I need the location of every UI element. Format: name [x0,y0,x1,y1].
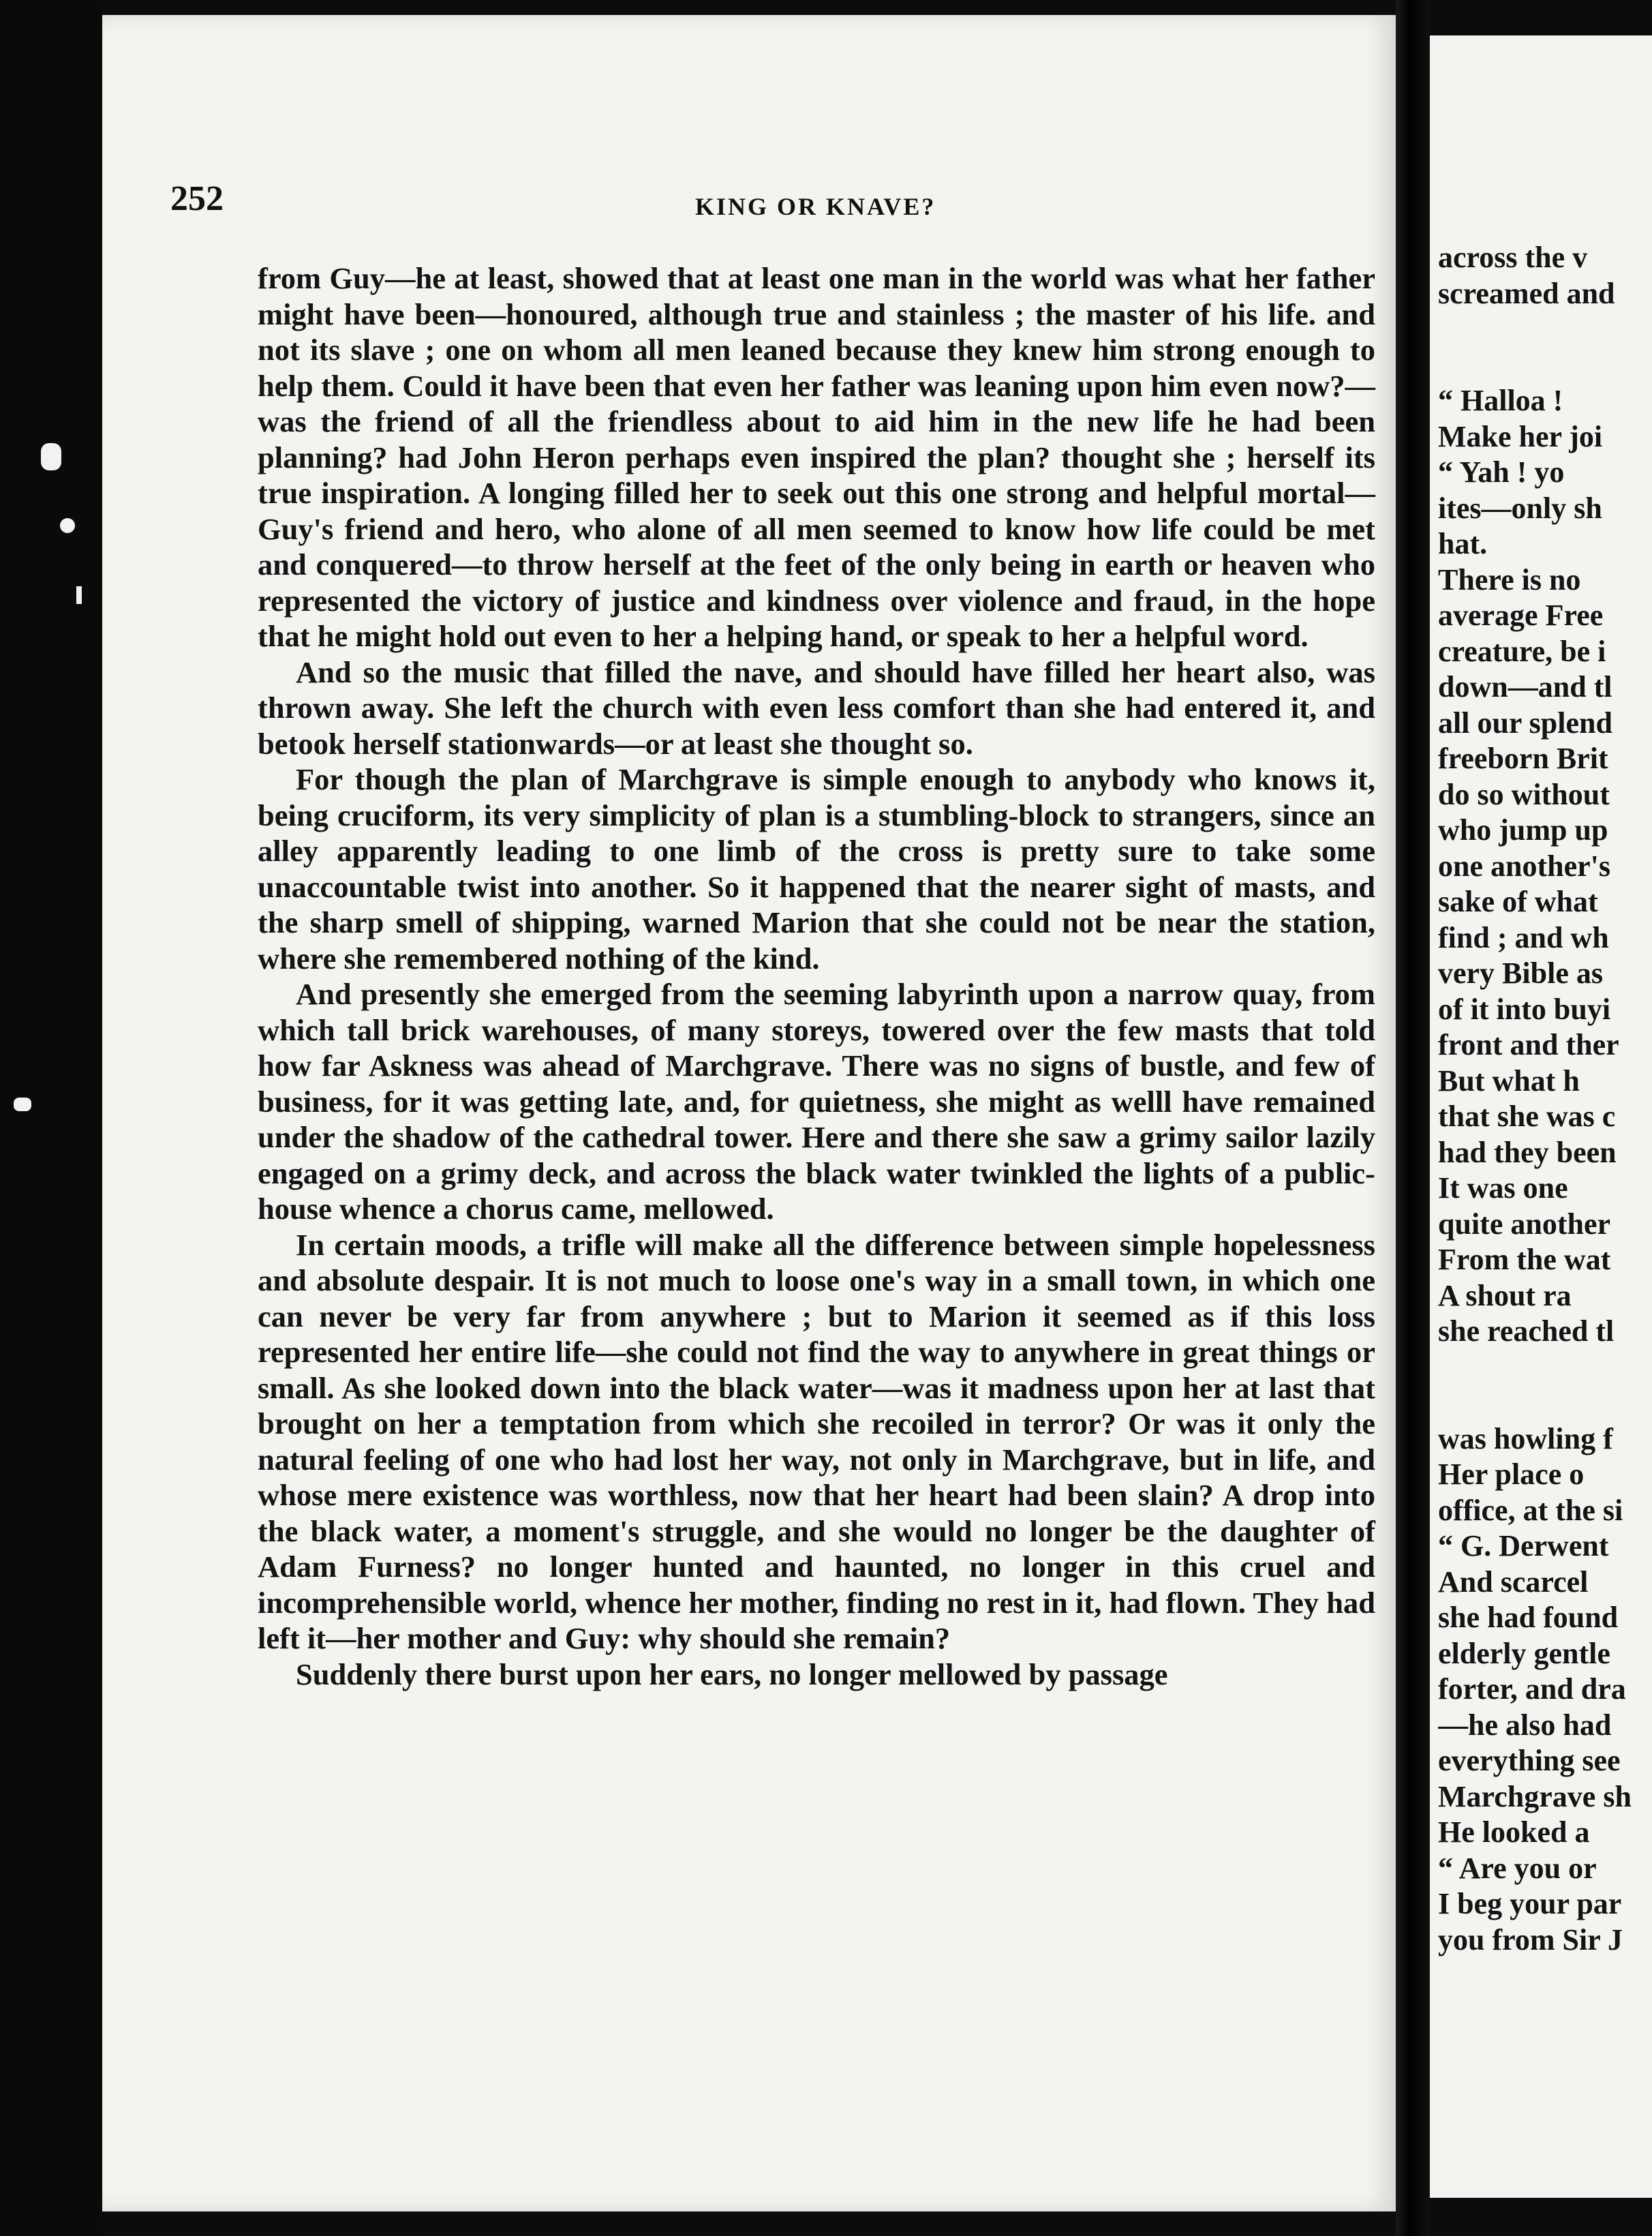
right-page-line: do so without [1438,777,1610,811]
paragraph: And so the music that filled the nave, and should have filled her heart also, was thrown away. She left the church with even less comfort than she had entered it, and betook herself stationwards—or at least she thought so. [258,654,1375,761]
right-page-line: office, at the si [1438,1493,1623,1527]
right-page-line: sake of what [1438,885,1598,918]
page-header [170,179,1370,233]
right-page-line: “ Yah ! yo [1438,455,1565,489]
paragraph: And presently she emerged from the seeming labyrinth upon a narrow quay, from which tall brick warehouses, of many storeys, towered over the few masts that told how far Askness was ahead of Marchgrave. There was no signs of bustle, and few of business, for it was getting late, and, for quietness, she might as welll have remained under the shadow of the cathedral tower. Here and there she saw a grimy sailor lazily engaged on a grimy deck, and across the black water twinkled the lights of a public-house whence a chorus came, mellowed. [258,977,1375,1226]
paragraph: For though the plan of Marchgrave is simple enough to anybody who knows it, being cruciform, its very simplicity of plan is a stumbling-block to strangers, since an alley apparently leading to one limb of the cross is pretty sure to take some unaccountable twist into another. So it happened that the nearer sight of masts, and the sharp smell of shipping, warned Marion that she could not be near the station, where she remembered nothing of the kind. [258,762,1375,976]
right-page-line: He looked a [1438,1815,1590,1849]
right-page-line: down—and tl [1438,670,1612,704]
right-page-line: And scarcel [1438,1565,1589,1599]
right-page-line: From the wat [1438,1243,1611,1276]
right-page-line: she reached tl [1438,1314,1615,1348]
scan-speck [41,443,61,470]
right-page-line: had they been [1438,1135,1617,1169]
right-page-line: I beg your par [1438,1887,1622,1920]
right-page-line: you from Sir J [1438,1922,1623,1957]
paragraph: Suddenly there burst upon her ears, no longer mellowed by passage [296,1657,1168,1691]
body-text [258,260,1375,1692]
scan-speck [60,518,75,533]
right-page-line: was howling f [1438,1421,1613,1455]
right-page-line: Her place o [1438,1457,1585,1491]
running-title: KING OR KNAVE? [695,193,936,220]
right-page-line: A shout ra [1438,1278,1572,1312]
right-page-line: It was one [1438,1171,1568,1205]
right-page-line: of it into buyi [1438,992,1611,1026]
right-page-line: one another's [1438,849,1610,883]
right-page-line: “ Are you or [1438,1851,1597,1885]
right-page-line: everything see [1438,1744,1621,1777]
scan-speck [76,586,82,604]
right-page-line: screamed and [1438,276,1615,310]
right-page-line: —he also had [1438,1708,1612,1742]
book-gutter [1396,0,1430,2236]
right-page-line: freeborn Brit [1438,742,1608,775]
right-page-line: “ G. Derwent [1438,1529,1609,1562]
right-page-text [1438,240,1652,1958]
paragraph: In certain moods, a trifle will make all the difference between simple hopelessness and absolute despair. It is not much to loose one's way in a small town, in which one can never be very far from anywhere ; but to Marion it seemed as if this loss represented her entire life—she could not find the way to anywhere in great things or small. As she looked down into the black water—was it madness upon her at last that brought on her a temptation from which she recoiled in terror? Or was it only the natural feeling of one who had lost her way, not only in Marchgrave, but in life, and whose mere existence was worthless, now that her heart had been slain? A drop into the black water, a moment's struggle, and she would no longer be the daughter of Adam Furness? no longer hunted and haunted, no longer in this cruel and incomprehensible world, whence her mother, finding no rest in it, had flown. They had left it—her mother and Guy: why should she remain? [258,1227,1375,1655]
right-page-line: creature, be i [1438,634,1606,668]
scan-speck [14,1098,31,1111]
right-page-line [1438,1385,1652,1421]
right-page-line: Make her joi [1438,419,1603,453]
right-page-line [1438,1350,1652,1386]
right-page-line: Marchgrave sh [1438,1779,1632,1813]
right-page-line: she had found [1438,1601,1619,1634]
right-page-line: front and ther [1438,1028,1619,1061]
right-page-line: There is no [1438,562,1581,596]
right-page-line: across the v [1438,241,1588,274]
right-page-line: forter, and dra [1438,1672,1626,1706]
right-page-line: hat. [1438,527,1488,560]
right-page-line: average Free [1438,599,1604,632]
right-page-line: all our splend [1438,706,1612,740]
right-page-line: very Bible as [1438,956,1603,990]
right-page-line: elderly gentle [1438,1636,1610,1670]
right-page-line [1438,312,1652,348]
left-scan-margin [0,0,102,2236]
right-page-line: ites—only sh [1438,491,1602,525]
right-page-line: that she was c [1438,1100,1616,1133]
right-page-line: “ Halloa ! [1438,384,1563,417]
right-page-line: find ; and wh [1438,920,1609,954]
right-page-line: who jump up [1438,813,1608,847]
right-page-line: But what h [1438,1063,1580,1098]
right-page-line: quite another [1438,1207,1610,1241]
page-number: 252 [170,179,224,218]
paragraph: from Guy—he at least, showed that at least one man in the world was what her father might have been—honoured, although true and stainless ; the master of his life. and not its slave ; one on whom all men leaned because they knew him strong enough to help them. Could it have been that even her father was leaning upon him even now?—was the friend of all the friendless about to aid him in the new life he had been planning? had John Heron perhaps even inspired the plan? thought she ; herself its true inspiration. A longing filled her to seek out this one strong and helpful mortal—Guy's friend and hero, who alone of all men seemed to know how life could be met and conquered—to throw herself at the feet of the only being in earth or heaven who represented the victory of justice and kindness over violence and fraud, in the hope that he might hold out even to her a helping hand, or speak to her a helpful word. [258,261,1375,653]
right-page-line [1438,348,1652,384]
